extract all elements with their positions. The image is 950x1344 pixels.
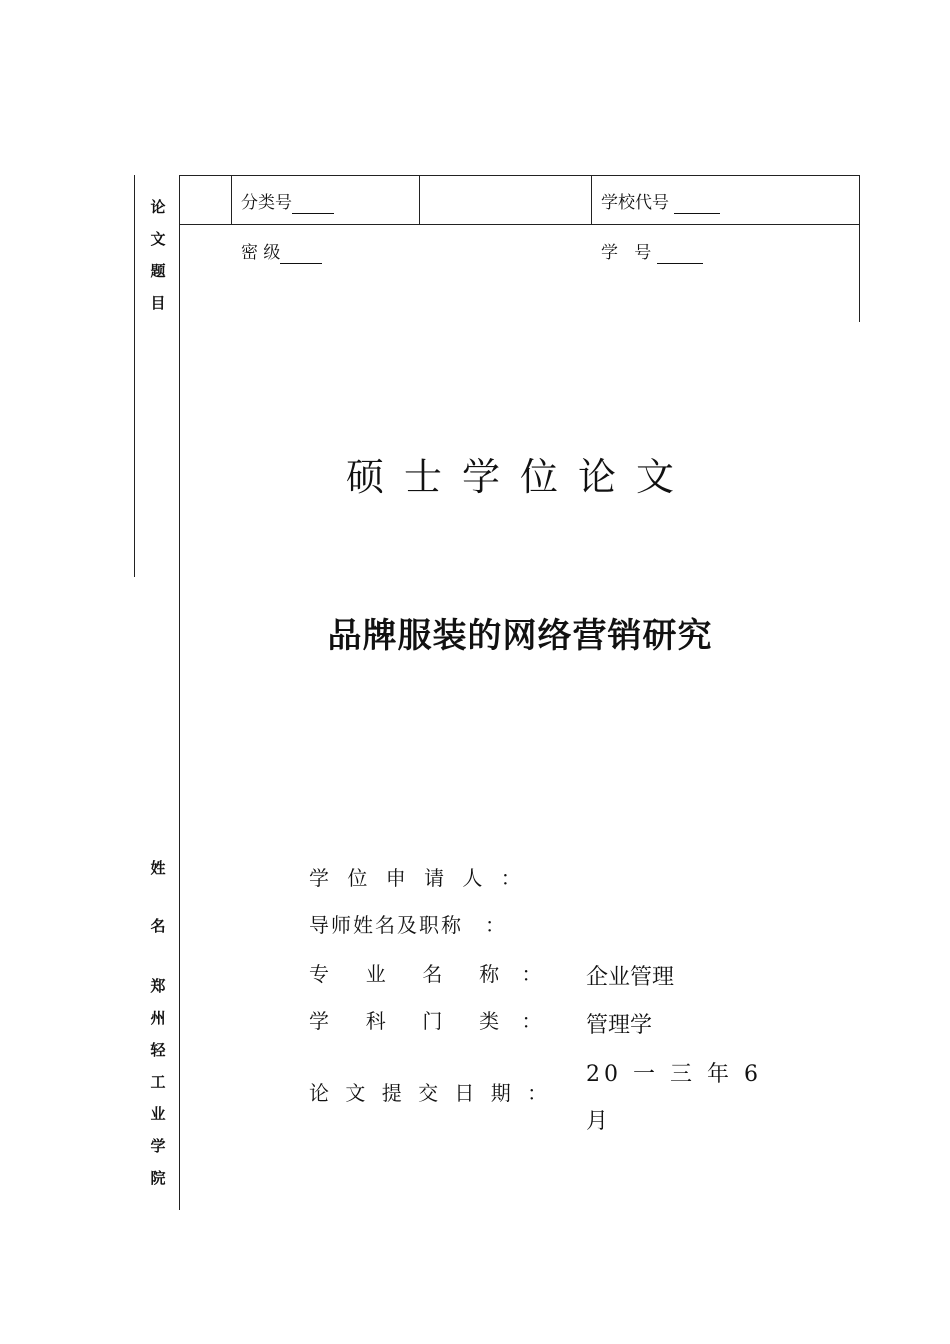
major-value: 企业管理 [586,965,675,990]
submission-date-label: 论 文 提 交 日 期 ： [309,1081,553,1105]
school-code-field [601,188,720,214]
discipline-value: 管理学 [586,1013,653,1038]
side-char-zhou: 州 [150,1009,166,1027]
school-code-label: 学校代号 [601,193,669,213]
classification-number-field [241,188,334,214]
submission-date-value-line1: 20 一 三 年 6 [586,1062,762,1087]
side-char-gong: 工 [150,1073,166,1091]
degree-title: 硕士学位论文 [345,455,694,499]
side-char-zheng: 郑 [150,977,166,995]
side-char-lun: 论 [150,198,166,216]
side-char-xue: 学 [150,1137,166,1155]
side-char-xing: 姓 [150,859,166,877]
main-left-border [179,175,180,1210]
applicant-label: 学 位 申 请 人 ： [309,866,527,890]
side-char-wen: 文 [150,230,166,248]
header-cell-divider-1 [231,175,232,224]
student-number-field [601,238,703,264]
secret-level-label: 密 级 [241,243,281,263]
submission-date-value-line2: 月 [586,1109,609,1134]
thesis-title: 品牌服装的网络营销研究 [327,616,713,656]
header-cell-divider-3 [591,175,592,224]
side-char-yuan: 院 [150,1169,166,1187]
discipline-label: 学 科 门 类 ： [309,1009,550,1033]
side-char-qing: 轻 [150,1041,166,1059]
advisor-label: 导师姓名及职称 ： [309,913,507,937]
secret-level-blank[interactable] [280,243,322,264]
school-code-blank[interactable] [674,193,720,214]
side-char-ye: 业 [150,1105,166,1123]
header-row-divider [179,224,859,225]
secret-level-field [241,238,322,264]
classification-number-label: 分类号 [241,193,292,213]
student-number-blank[interactable] [657,243,703,264]
header-top-border [179,175,859,176]
side-char-ti: 题 [150,262,166,280]
side-char-mu: 目 [150,294,166,312]
student-number-label: 学 号 [601,243,652,263]
left-margin-line [134,175,135,577]
classification-number-blank[interactable] [292,193,334,214]
major-label: 专 业 名 称 ： [309,962,550,986]
header-right-border [859,175,860,322]
header-cell-divider-2 [419,175,420,224]
side-char-ming: 名 [150,917,166,935]
